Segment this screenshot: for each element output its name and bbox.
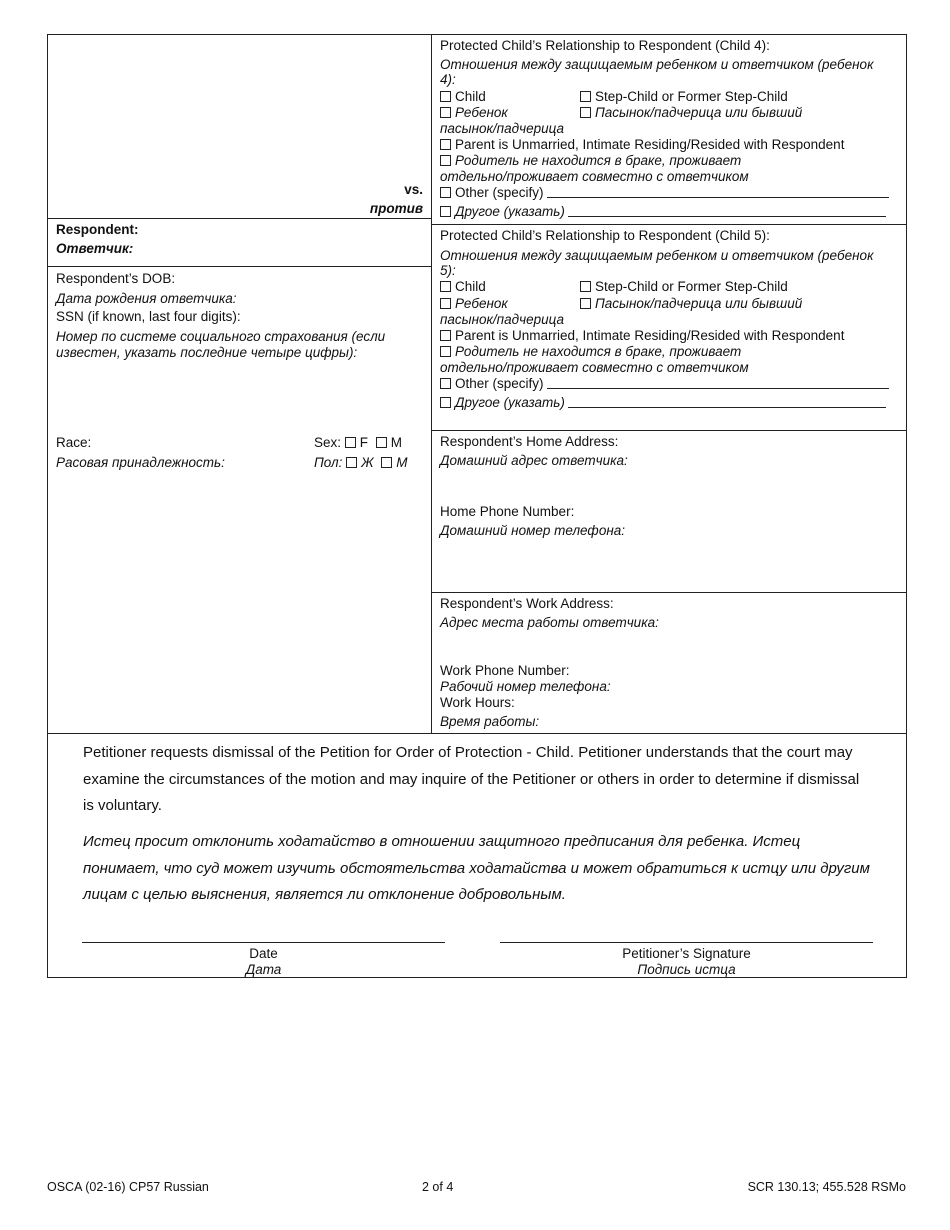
child5-parent-checkbox-ru[interactable]	[440, 346, 451, 357]
home-phone-label-ru: Домашний номер телефона:	[440, 523, 626, 538]
child5-other-checkbox[interactable]	[440, 378, 451, 389]
child4-other-label-ru: Другое (указать)	[455, 204, 565, 219]
footer-rule: SCR 130.13; 455.528 RSMo	[747, 1180, 906, 1194]
sex-m-checkbox[interactable]	[376, 437, 387, 448]
child5-title-ru-1: Отношения между защищаемым ребенком и ответчиком (ребенок	[440, 248, 874, 263]
child5-stepchild-label: Step-Child or Former Step-Child	[595, 279, 788, 294]
signature-line[interactable]	[500, 942, 873, 943]
child5-child-option	[440, 279, 486, 295]
child4-child-option	[440, 89, 486, 105]
dob-label-ru: Дата рождения ответчика:	[56, 291, 237, 306]
sex-label-ru: Пол:	[314, 455, 343, 470]
child4-other-option	[440, 185, 889, 201]
home-address-label: Respondent’s Home Address:	[440, 434, 619, 449]
sex-m-checkbox-ru[interactable]	[381, 457, 392, 468]
child5-parent-label-ru: Родитель не находится в браке, проживает	[455, 344, 742, 359]
sex-row-ru	[314, 454, 408, 471]
dob-label: Respondent’s DOB:	[56, 271, 176, 286]
sex-f-label: F	[359, 435, 369, 450]
child5-stepchild-option	[580, 279, 788, 295]
child4-other-checkbox-ru[interactable]	[440, 206, 451, 217]
right-row-divider-2	[431, 430, 907, 431]
table-border-left	[47, 34, 48, 978]
child4-title-ru-1: Отношения между защищаемым ребенком и ответчиком (ребенок	[440, 57, 874, 72]
race-label: Race:	[56, 435, 92, 450]
child4-stepchild-checkbox-ru[interactable]	[580, 107, 591, 118]
child5-stepchild-checkbox[interactable]	[580, 281, 591, 292]
date-line[interactable]	[82, 942, 445, 943]
vs-label-ru: против	[369, 201, 423, 216]
respondent-label-ru: Ответчик:	[56, 241, 134, 256]
sex-m-label-ru: М	[396, 455, 408, 470]
statement-ru: Истец просит отклонить ходатайство в отношении защитного предписания для ребенка. Истец понимает, что суд может изучить обстоятельства ходатайства и может обратиться к истцу или другим лицам с целью выяснения, является ли отклонение добровольным.	[83, 833, 870, 903]
child4-child-label: Child	[455, 89, 486, 104]
home-address-label-ru: Домашний адрес ответчика:	[440, 453, 628, 468]
ssn-label: SSN (if known, last four digits):	[56, 309, 241, 324]
child5-other-option-ru	[440, 395, 886, 411]
child4-parent-option-ru	[440, 153, 741, 169]
respondent-label: Respondent:	[56, 222, 139, 237]
child4-other-label: Other (specify)	[455, 185, 544, 200]
work-phone-label: Work Phone Number:	[440, 663, 570, 678]
child4-stepchild-label: Step-Child or Former Step-Child	[595, 89, 788, 104]
child4-title: Protected Child’s Relationship to Respondent (Child 4):	[440, 38, 770, 53]
table-border-top	[47, 34, 907, 35]
work-hours-label-ru: Время работы:	[440, 714, 540, 729]
table-border-right	[906, 34, 907, 978]
child4-parent-checkbox[interactable]	[440, 139, 451, 150]
child5-stepchild-label-ru-2: пасынок/падчерица	[440, 312, 564, 327]
child4-other-checkbox[interactable]	[440, 187, 451, 198]
child4-parent-checkbox-ru[interactable]	[440, 155, 451, 166]
child5-other-checkbox-ru[interactable]	[440, 397, 451, 408]
child4-other-option-ru	[440, 204, 886, 220]
signature-label: Petitioner’s Signature	[622, 946, 751, 961]
child4-other-field[interactable]	[547, 185, 889, 198]
child5-other-field-ru[interactable]	[568, 395, 886, 408]
signature-label-ru: Подпись истца	[637, 962, 736, 977]
right-row-divider-1	[431, 224, 907, 225]
date-label: Date	[249, 946, 278, 961]
sex-f-checkbox-ru[interactable]	[346, 457, 357, 468]
child4-stepchild-checkbox[interactable]	[580, 91, 591, 102]
home-phone-label: Home Phone Number:	[440, 504, 575, 519]
child4-stepchild-option-ru	[580, 105, 802, 121]
work-address-label-ru: Адрес места работы ответчика:	[440, 615, 659, 630]
child4-other-field-ru[interactable]	[568, 204, 886, 217]
child4-parent-label-ru: Родитель не находится в браке, проживает	[455, 153, 742, 168]
child4-stepchild-label-ru-2: пасынок/падчерица	[440, 121, 564, 136]
child4-child-checkbox-ru[interactable]	[440, 107, 451, 118]
footer-form-id: OSCA (02-16) CP57 Russian	[47, 1180, 209, 1194]
child5-stepchild-checkbox-ru[interactable]	[580, 298, 591, 309]
child5-other-field[interactable]	[547, 376, 889, 389]
sex-row	[314, 434, 402, 451]
child5-parent-option-ru	[440, 344, 741, 360]
child4-parent-label-ru-2: отдельно/проживает совместно с ответчиком	[440, 169, 749, 184]
sex-m-label: M	[390, 435, 403, 450]
race-label-ru: Расовая принадлежность:	[56, 455, 225, 470]
footer-page-number: 2 of 4	[422, 1180, 454, 1194]
statement-en: Petitioner requests dismissal of the Petition for Order of Protection - Child. Petitioner understands that the court may examine the circumstances of the motion and may inquire of the Petitioner or others in order to determine if dismissal is voluntary.	[83, 744, 860, 814]
child5-title-ru-2: 5):	[440, 263, 456, 278]
left-row-divider-2	[47, 266, 432, 267]
work-phone-label-ru: Рабочий номер телефона:	[440, 679, 611, 694]
child5-title: Protected Child’s Relationship to Respondent (Child 5):	[440, 228, 770, 243]
child5-child-checkbox[interactable]	[440, 281, 451, 292]
work-hours-label: Work Hours:	[440, 695, 515, 710]
child5-parent-option	[440, 328, 844, 344]
child5-child-label-ru: Ребенок	[455, 296, 508, 311]
child5-child-label: Child	[455, 279, 486, 294]
left-row-divider-1	[47, 218, 432, 219]
right-row-divider-3	[431, 592, 907, 593]
child4-stepchild-label-ru: Пасынок/падчерица или бывший	[595, 105, 803, 120]
child4-child-label-ru: Ребенок	[455, 105, 508, 120]
child4-child-option-ru	[440, 105, 508, 121]
ssn-label-ru-2: известен, указать последние четыре цифры):	[56, 345, 358, 360]
statement-divider	[47, 733, 907, 734]
child4-stepchild-option	[580, 89, 788, 105]
sex-f-label-ru: Ж	[361, 455, 374, 470]
child4-title-ru-2: 4):	[440, 72, 456, 87]
child5-other-label-ru: Другое (указать)	[455, 395, 565, 410]
column-divider	[431, 34, 432, 734]
vs-label: vs.	[404, 182, 423, 197]
child5-other-label: Other (specify)	[455, 376, 544, 391]
child4-child-checkbox[interactable]	[440, 91, 451, 102]
child5-child-option-ru	[440, 296, 508, 312]
child5-child-checkbox-ru[interactable]	[440, 298, 451, 309]
work-address-label: Respondent’s Work Address:	[440, 596, 614, 611]
sex-f-checkbox[interactable]	[345, 437, 356, 448]
child4-parent-label: Parent is Unmarried, Intimate Residing/Resided with Respondent	[455, 137, 845, 152]
child5-parent-label: Parent is Unmarried, Intimate Residing/Resided with Respondent	[455, 328, 845, 343]
child5-stepchild-option-ru	[580, 296, 802, 312]
child5-parent-label-ru-2: отдельно/проживает совместно с ответчиком	[440, 360, 749, 375]
child5-stepchild-label-ru: Пасынок/падчерица или бывший	[595, 296, 803, 311]
sex-label: Sex:	[314, 435, 342, 450]
date-label-ru: Дата	[245, 962, 282, 977]
ssn-label-ru-1: Номер по системе социального страхования (если	[56, 329, 386, 344]
child5-other-option	[440, 376, 889, 392]
child5-parent-checkbox[interactable]	[440, 330, 451, 341]
child4-parent-option	[440, 137, 844, 153]
